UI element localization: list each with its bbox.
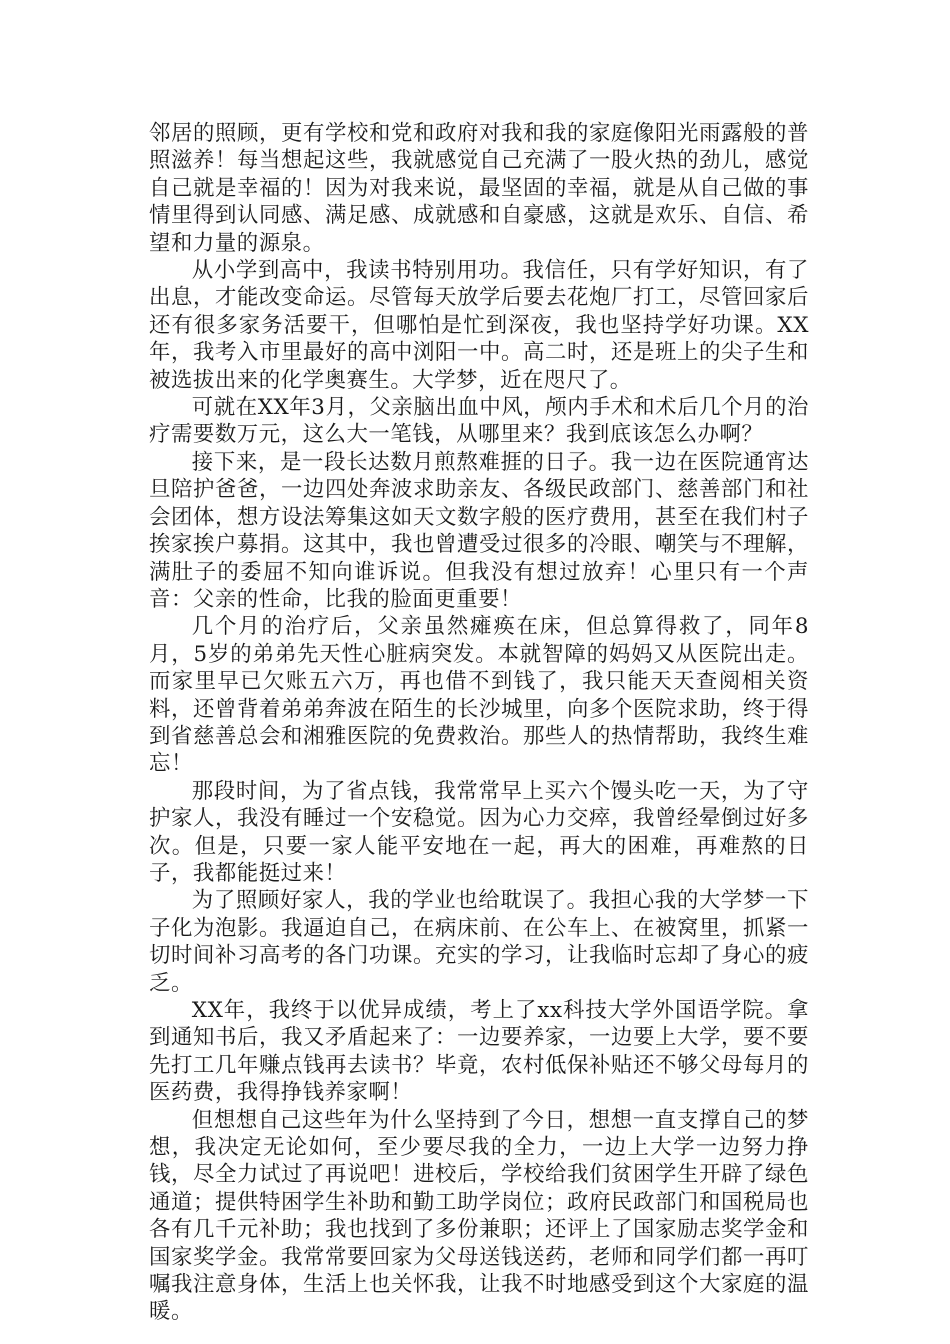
paragraph-3: 可就在XX年3月，父亲脑出血中风，颅内手术和术后几个月的治疗需要数万元，这么大一笔钱，从哪里来？我到底该怎么办啊？: [149, 395, 809, 448]
paragraph-5: 几个月的治疗后，父亲虽然瘫痪在床，但总算得救了，同年8月，5岁的弟弟先天性心脏病突发。本就智障的妈妈又从医院出走。而家里早已欠账五六万，再也借不到钱了，我只能天天查阅相关资料，还曾背着弟弟奔波在陌生的长沙城里，向多个医院求助，终于得到省慈善总会和湘雅医院的免费救治。那些人的热情帮助，我终生难忘！: [149, 614, 809, 777]
paragraph-2: 从小学到高中，我读书特别用功。我信任，只有学好知识，有了出息，才能改变命运。尽管每天放学后要去花炮厂打工，尽管回家后还有很多家务活要干，但哪怕是忙到深夜，我也坚持学好功课。XX年，我考入市里最好的高中浏阳一中。高二时，还是班上的尖子生和被选拔出来的化学奥赛生。大学梦，近在咫尺了。: [149, 258, 809, 393]
paragraph-9: 但想想自己这些年为什么坚持到了今日，想想一直支撑自己的梦想，我决定无论如何，至少要尽我的全力，一边上大学一边努力挣钱，尽全力试过了再说吧！进校后，学校给我们贫困学生开辟了绿色通道；提供特困学生补助和勤工助学岗位；政府民政部门和国税局也各有几千元补助；我也找到了多份兼职；还评上了国家励志奖学金和国家奖学金。我常常要回家为父母送钱送药，老师和同学们都一再叮嘱我注意身体，生活上也关怀我，让我不时地感受到这个大家庭的温暖。: [149, 1107, 809, 1325]
paragraph-4: 接下来，是一段长达数月煎熬难捱的日子。我一边在医院通宵达旦陪护爸爸，一边四处奔波求助亲友、各级民政部门、慈善部门和社会团体，想方设法筹集这如天文数字般的医疗费用，甚至在我们村子挨家挨户募捐。这其中，我也曾遭受过很多的冷眼、嘲笑与不理解，满肚子的委屈不知向谁诉说。但我没有想过放弃！心里只有一个声音：父亲的性命，比我的脸面更重要！: [149, 449, 809, 612]
paragraph-7: 为了照顾好家人，我的学业也给耽误了。我担心我的大学梦一下子化为泡影。我逼迫自己，在病床前、在公车上、在被窝里，抓紧一切时间补习高考的各门功课。充实的学习，让我临时忘却了身心的疲乏。: [149, 888, 809, 996]
paragraph-8: XX年，我终于以优异成绩，考上了xx科技大学外国语学院。拿到通知书后，我又矛盾起来了：一边要养家，一边要上大学，要不要先打工几年赚点钱再去读书？毕竟，农村低保补贴还不够父母每月的医药费，我得挣钱养家啊！: [149, 998, 809, 1106]
paragraph-6: 那段时间，为了省点钱，我常常早上买六个馒头吃一天，为了守护家人，我没有睡过一个安稳觉。因为心力交瘁，我曾经晕倒过好多次。但是，只要一家人能平安地在一起，再大的困难，再难熬的日子，我都能挺过来！: [149, 778, 809, 886]
document-body: [149, 120, 809, 1326]
paragraph-1: 邻居的照顾，更有学校和党和政府对我和我的家庭像阳光雨露般的普照滋养！每当想起这些，我就感觉自己充满了一股火热的劲儿，感觉自己就是幸福的！因为对我来说，最坚固的幸福，就是从自己做的事情里得到认同感、满足感、成就感和自豪感，这就是欢乐、自信、希望和力量的源泉。: [149, 121, 809, 256]
